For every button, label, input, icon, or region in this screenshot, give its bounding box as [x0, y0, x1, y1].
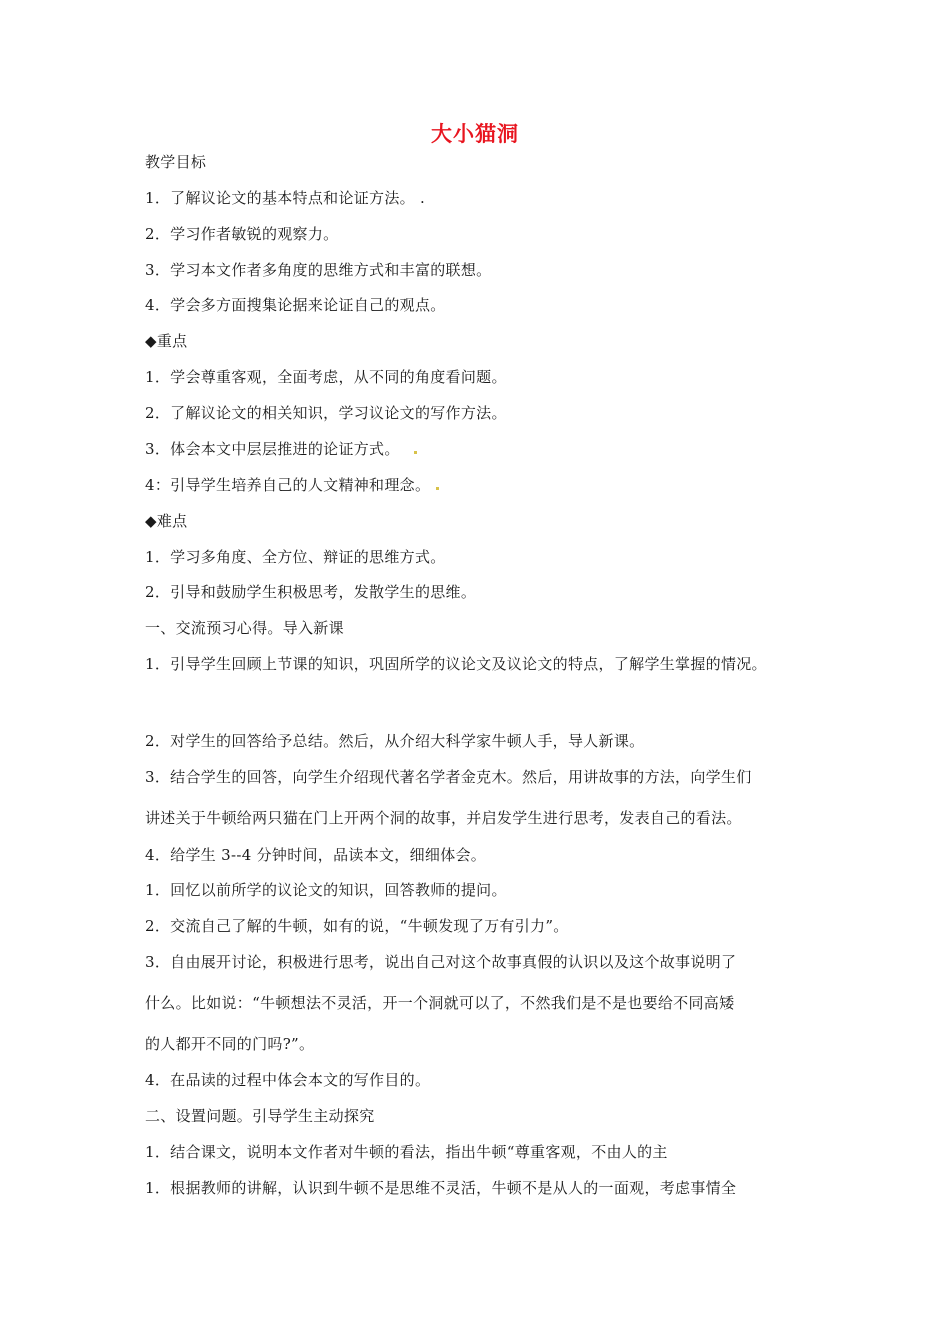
paragraph-line: 4．给学生 3--4 分钟时间，品读本文，细细体会。: [145, 846, 487, 864]
paragraph-line: 2．了解议论文的相关知识，学习议论文的写作方法。: [145, 404, 507, 422]
section-heading: 一、交流预习心得。导入新课: [145, 619, 344, 637]
paragraph-line: 2．交流自己了解的牛顿，如有的说，“牛顿发现了万有引力”。: [145, 917, 569, 935]
paragraph-line: 1．根据教师的讲解，认识到牛顿不是思维不灵活，牛顿不是从人的一面观，考虑事情全: [145, 1179, 737, 1197]
dot-mark: [436, 487, 439, 490]
section-heading: 二、设置问题。引导学生主动探究: [145, 1107, 375, 1125]
paragraph-line: 1．结合课文，说明本文作者对牛顿的看法，指出牛顿“尊重客观，不由人的主: [145, 1143, 668, 1161]
paragraph-line: 1．学习多角度、全方位、辩证的思维方式。: [145, 548, 446, 566]
paragraph-line: 2．学习作者敏锐的观察力。: [145, 225, 339, 243]
section-heading: ◆难点: [145, 512, 188, 530]
paragraph-line: 1．学会尊重客观，全面考虑，从不同的角度看问题。: [145, 368, 507, 386]
paragraph-line: 3．自由展开讨论，积极进行思考，说出自己对这个故事真假的认识以及这个故事说明了: [145, 953, 737, 971]
paragraph-line: 1．回忆以前所学的议论文的知识，回答教师的提问。: [145, 881, 507, 899]
paragraph-line: 4．在品读的过程中体会本文的写作目的。: [145, 1071, 431, 1089]
paragraph-line: 2．引导和鼓励学生积极思考，发散学生的思维。: [145, 583, 477, 601]
line-text: 3．体会本文中层层推进的论证方式。: [145, 440, 400, 458]
paragraph-line: [145, 439, 417, 459]
line-text: 4：引导学生培养自己的人文精神和理念。: [145, 476, 431, 494]
paragraph-line: 1．了解议论文的基本特点和论证方法。 .: [145, 189, 426, 207]
paragraph-line: 什么。比如说：“牛顿想法不灵活，开一个洞就可以了，不然我们是不是也要给不同高矮: [145, 994, 735, 1012]
document-title: 大小猫洞: [431, 122, 519, 146]
paragraph-line: 1．引导学生回顾上节课的知识，巩固所学的议论文及议论文的特点，了解学生掌握的情况。: [145, 655, 767, 673]
paragraph-line: 的人都开不同的门吗?”。: [145, 1035, 315, 1053]
section-heading: 教学目标: [145, 153, 207, 171]
paragraph-line: 2．对学生的回答给予总结。然后，从介绍大科学家牛顿人手，导人新课。: [145, 732, 645, 750]
paragraph-line: [145, 475, 439, 495]
paragraph-line: 讲述关于牛顿给两只猫在门上开两个洞的故事，并启发学生进行思考，发表自己的看法。: [145, 809, 742, 827]
paragraph-line: 3．结合学生的回答，向学生介绍现代著名学者金克木。然后，用讲故事的方法，向学生们: [145, 768, 752, 786]
section-heading: ◆重点: [145, 332, 188, 350]
dot-mark: [414, 451, 417, 454]
paragraph-line: 3．学习本文作者多角度的思维方式和丰富的联想。: [145, 261, 492, 279]
paragraph-line: 4．学会多方面搜集论据来论证自己的观点。: [145, 296, 446, 314]
